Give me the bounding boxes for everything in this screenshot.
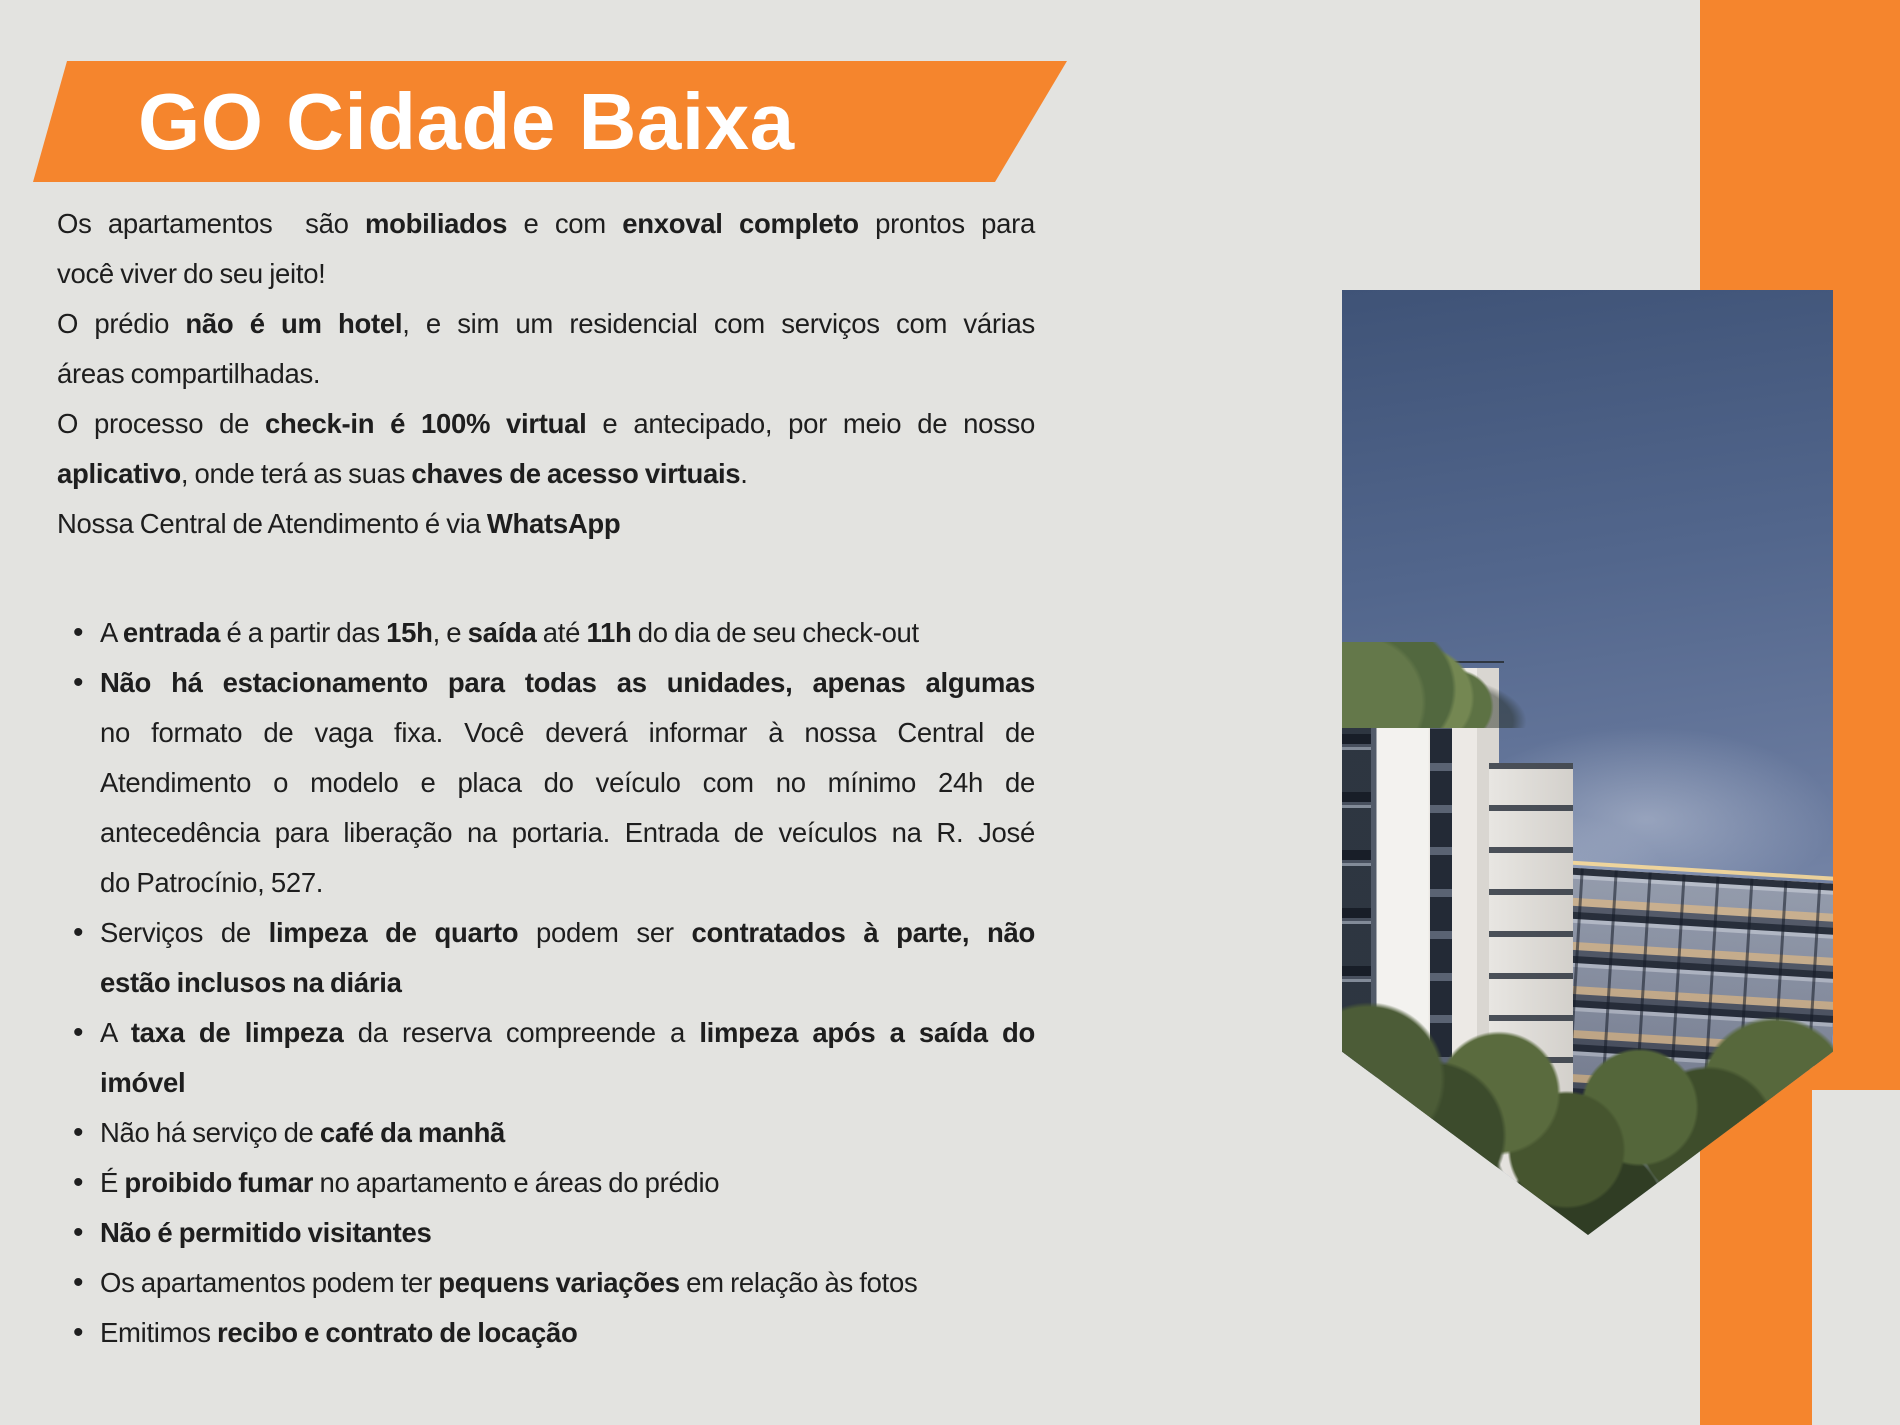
tower-window-column — [1430, 687, 1452, 1235]
intro-paragraph: O prédio não é um hotel, e sim um residencial com serviços com várias áreas compartilhadas. — [57, 308, 1035, 389]
building-photo — [1342, 290, 1833, 1235]
list-item: • A taxa de limpeza da reserva compreende a limpeza após a saída do imóvel — [57, 1008, 1035, 1108]
title-banner-textbox — [138, 61, 795, 182]
intro-paragraph: Os apartamentos são mobiliados e com enxoval completo prontos para você viver do seu jeito! — [57, 208, 1035, 289]
list-item: • A entrada é a partir das 15h, e saída até 11h do dia de seu check-out — [57, 608, 1035, 658]
list-item: • Não há estacionamento para todas as unidades, apenas algumas no formato de vaga fixa. Você deverá informar à nossa Central de Atendimento o modelo e placa do veículo com no mínimo 24h de antecedência para liberação na portaria. Entrada de veículos na R. José do Patrocínio, 527. — [57, 658, 1035, 908]
list-item: • É proibido fumar no apartamento e áreas do prédio — [57, 1158, 1035, 1208]
list-item: • Não há serviço de café da manhã — [57, 1108, 1035, 1158]
tower-edge-windows — [1342, 676, 1371, 1234]
intro-paragraph: O processo de check-in é 100% virtual e antecipado, por meio de nosso aplicativo, onde terá as suas chaves de acesso virtuais. — [57, 408, 1036, 489]
content-column — [57, 199, 1035, 1358]
list-item: • Serviços de limpeza de quarto podem ser contratados à parte, não estão inclusos na diária — [57, 908, 1035, 1008]
rooftop-plants — [1342, 642, 1597, 727]
page-title: GO Cidade Baixa — [138, 76, 795, 166]
list-item: • Os apartamentos podem ter pequens variações em relação às fotos — [57, 1258, 1035, 1308]
list-item: • Emitimos recibo e contrato de locação — [57, 1308, 1035, 1358]
list-item: • Não é permitido visitantes — [57, 1208, 1035, 1258]
intro-paragraph: Nossa Central de Atendimento é via WhatsApp — [57, 508, 621, 539]
rules-list — [57, 608, 1035, 1358]
